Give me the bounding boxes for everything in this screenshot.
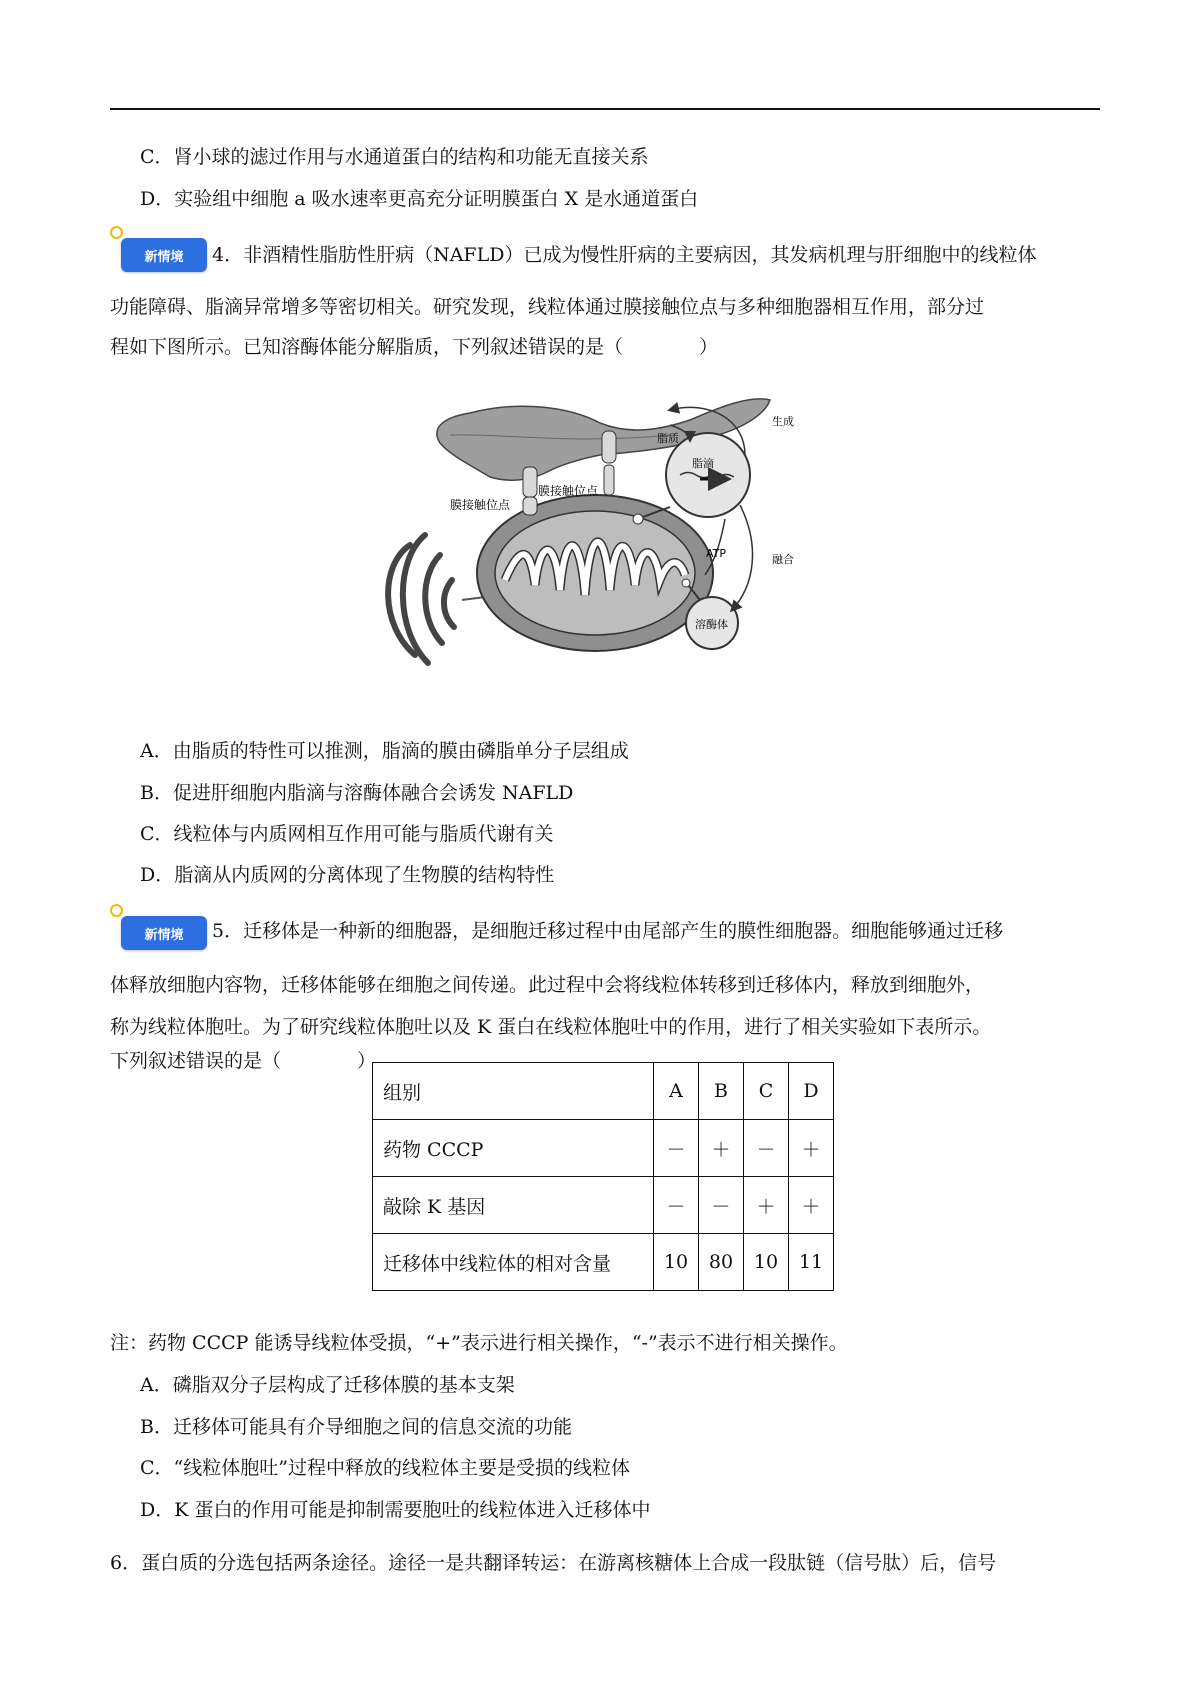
table-row <box>373 1063 834 1120</box>
table-cell: 组别 <box>373 1063 654 1120</box>
table-cell: 10 <box>744 1234 789 1291</box>
new-context-badge: 新情境 <box>121 238 207 272</box>
golgi-shape <box>388 535 454 663</box>
table-row <box>373 1177 834 1234</box>
q5-option-b: B．迁移体可能具有介导细胞之间的信息交流的功能 <box>140 1416 572 1438</box>
table-cell: ＋ <box>699 1120 744 1177</box>
q4-option-b: B．促进肝细胞内脂滴与溶酶体融合会诱发 NAFLD <box>140 782 574 804</box>
q5-option-c: C．“线粒体胞吐”过程中释放的线粒体主要是受损的线粒体 <box>140 1457 630 1479</box>
q5-option-a: A．磷脂双分子层构成了迁移体膜的基本支架 <box>140 1374 515 1396</box>
experiment-table <box>372 1062 834 1291</box>
option-d-prev: D．实验组中细胞 a 吸水速率更高充分证明膜蛋白 X 是水通道蛋白 <box>140 188 699 210</box>
table-cell: 11 <box>789 1234 834 1291</box>
label-contact-left: 膜接触位点 <box>450 498 511 512</box>
table-cell: 80 <box>699 1234 744 1291</box>
lipid-droplet-shape <box>666 433 750 517</box>
table-row <box>373 1234 834 1291</box>
label-atp: ATP <box>706 547 727 560</box>
label-lysosome: 溶酶体 <box>695 618 728 631</box>
q4-line3: 程如下图所示。已知溶酶体能分解脂质，下列叙述错误的是（ ） <box>110 336 719 358</box>
table-row <box>373 1120 834 1177</box>
q5-line3: 称为线粒体胞吐。为了研究线粒体胞吐以及 K 蛋白在线粒体胞吐中的作用，进行了相关实验如下表所示。 <box>110 1016 992 1038</box>
q5-line2: 体释放细胞内容物，迁移体能够在细胞之间传递。此过程中会将线粒体转移到迁移体内，释放到细胞外， <box>110 974 985 996</box>
table-cell: 10 <box>654 1234 699 1291</box>
table-cell: － <box>699 1177 744 1234</box>
table-cell: － <box>654 1177 699 1234</box>
badge-ring-icon <box>110 226 123 239</box>
badge-ring-icon <box>110 904 123 917</box>
q4-line1: 4．非酒精性脂肪性肝病（NAFLD）已成为慢性肝病的主要病因，其发病机理与肝细胞中的线粒体 <box>212 244 1037 266</box>
label-droplet: 脂滴 <box>692 457 714 470</box>
label-contact-right: 膜接触位点 <box>538 484 599 498</box>
q5-line4: 下列叙述错误的是（ ） <box>110 1050 377 1072</box>
label-fusion: 融合 <box>772 553 794 566</box>
label-lipid: 脂质 <box>657 432 679 445</box>
table-cell: － <box>654 1120 699 1177</box>
table-cell: 迁移体中线粒体的相对含量 <box>373 1234 654 1291</box>
table-cell: 敲除 K 基因 <box>373 1177 654 1234</box>
table-cell: ＋ <box>789 1177 834 1234</box>
table-cell: C <box>744 1063 789 1120</box>
table-cell: B <box>699 1063 744 1120</box>
table-cell: － <box>744 1120 789 1177</box>
option-c-prev: C．肾小球的滤过作用与水通道蛋白的结构和功能无直接关系 <box>140 146 649 168</box>
new-context-badge: 新情境 <box>121 916 207 950</box>
q5-line1: 5．迁移体是一种新的细胞器，是细胞迁移过程中由尾部产生的膜性细胞器。细胞能够通过迁移 <box>212 920 1004 942</box>
q4-line2: 功能障碍、脂滴异常增多等密切相关。研究发现，线粒体通过膜接触位点与多种细胞器相互作用，部分过 <box>110 296 985 318</box>
organelle-diagram <box>370 395 850 695</box>
q4-option-a: A．由脂质的特性可以推测，脂滴的膜由磷脂单分子层组成 <box>140 740 629 762</box>
table-cell: ＋ <box>744 1177 789 1234</box>
q4-option-c: C．线粒体与内质网相互作用可能与脂质代谢有关 <box>140 823 554 845</box>
label-generate: 生成 <box>772 415 794 428</box>
table-cell: A <box>654 1063 699 1120</box>
table-cell: D <box>789 1063 834 1120</box>
q5-option-d: D．K 蛋白的作用可能是抑制需要胞吐的线粒体进入迁移体中 <box>140 1499 651 1521</box>
mitochondrion-shape <box>477 495 713 651</box>
q4-option-d: D．脂滴从内质网的分离体现了生物膜的结构特性 <box>140 864 555 886</box>
table-cell: ＋ <box>789 1120 834 1177</box>
q5-note: 注：药物 CCCP 能诱导线粒体受损，“+”表示进行相关操作，“-”表示不进行相关操作。 <box>110 1332 848 1354</box>
header-rule <box>110 108 1100 110</box>
table-cell: 药物 CCCP <box>373 1120 654 1177</box>
q6-line1: 6．蛋白质的分选包括两条途径。途径一是共翻译转运：在游离核糖体上合成一段肽链（信号肽）后，信号 <box>110 1552 997 1574</box>
